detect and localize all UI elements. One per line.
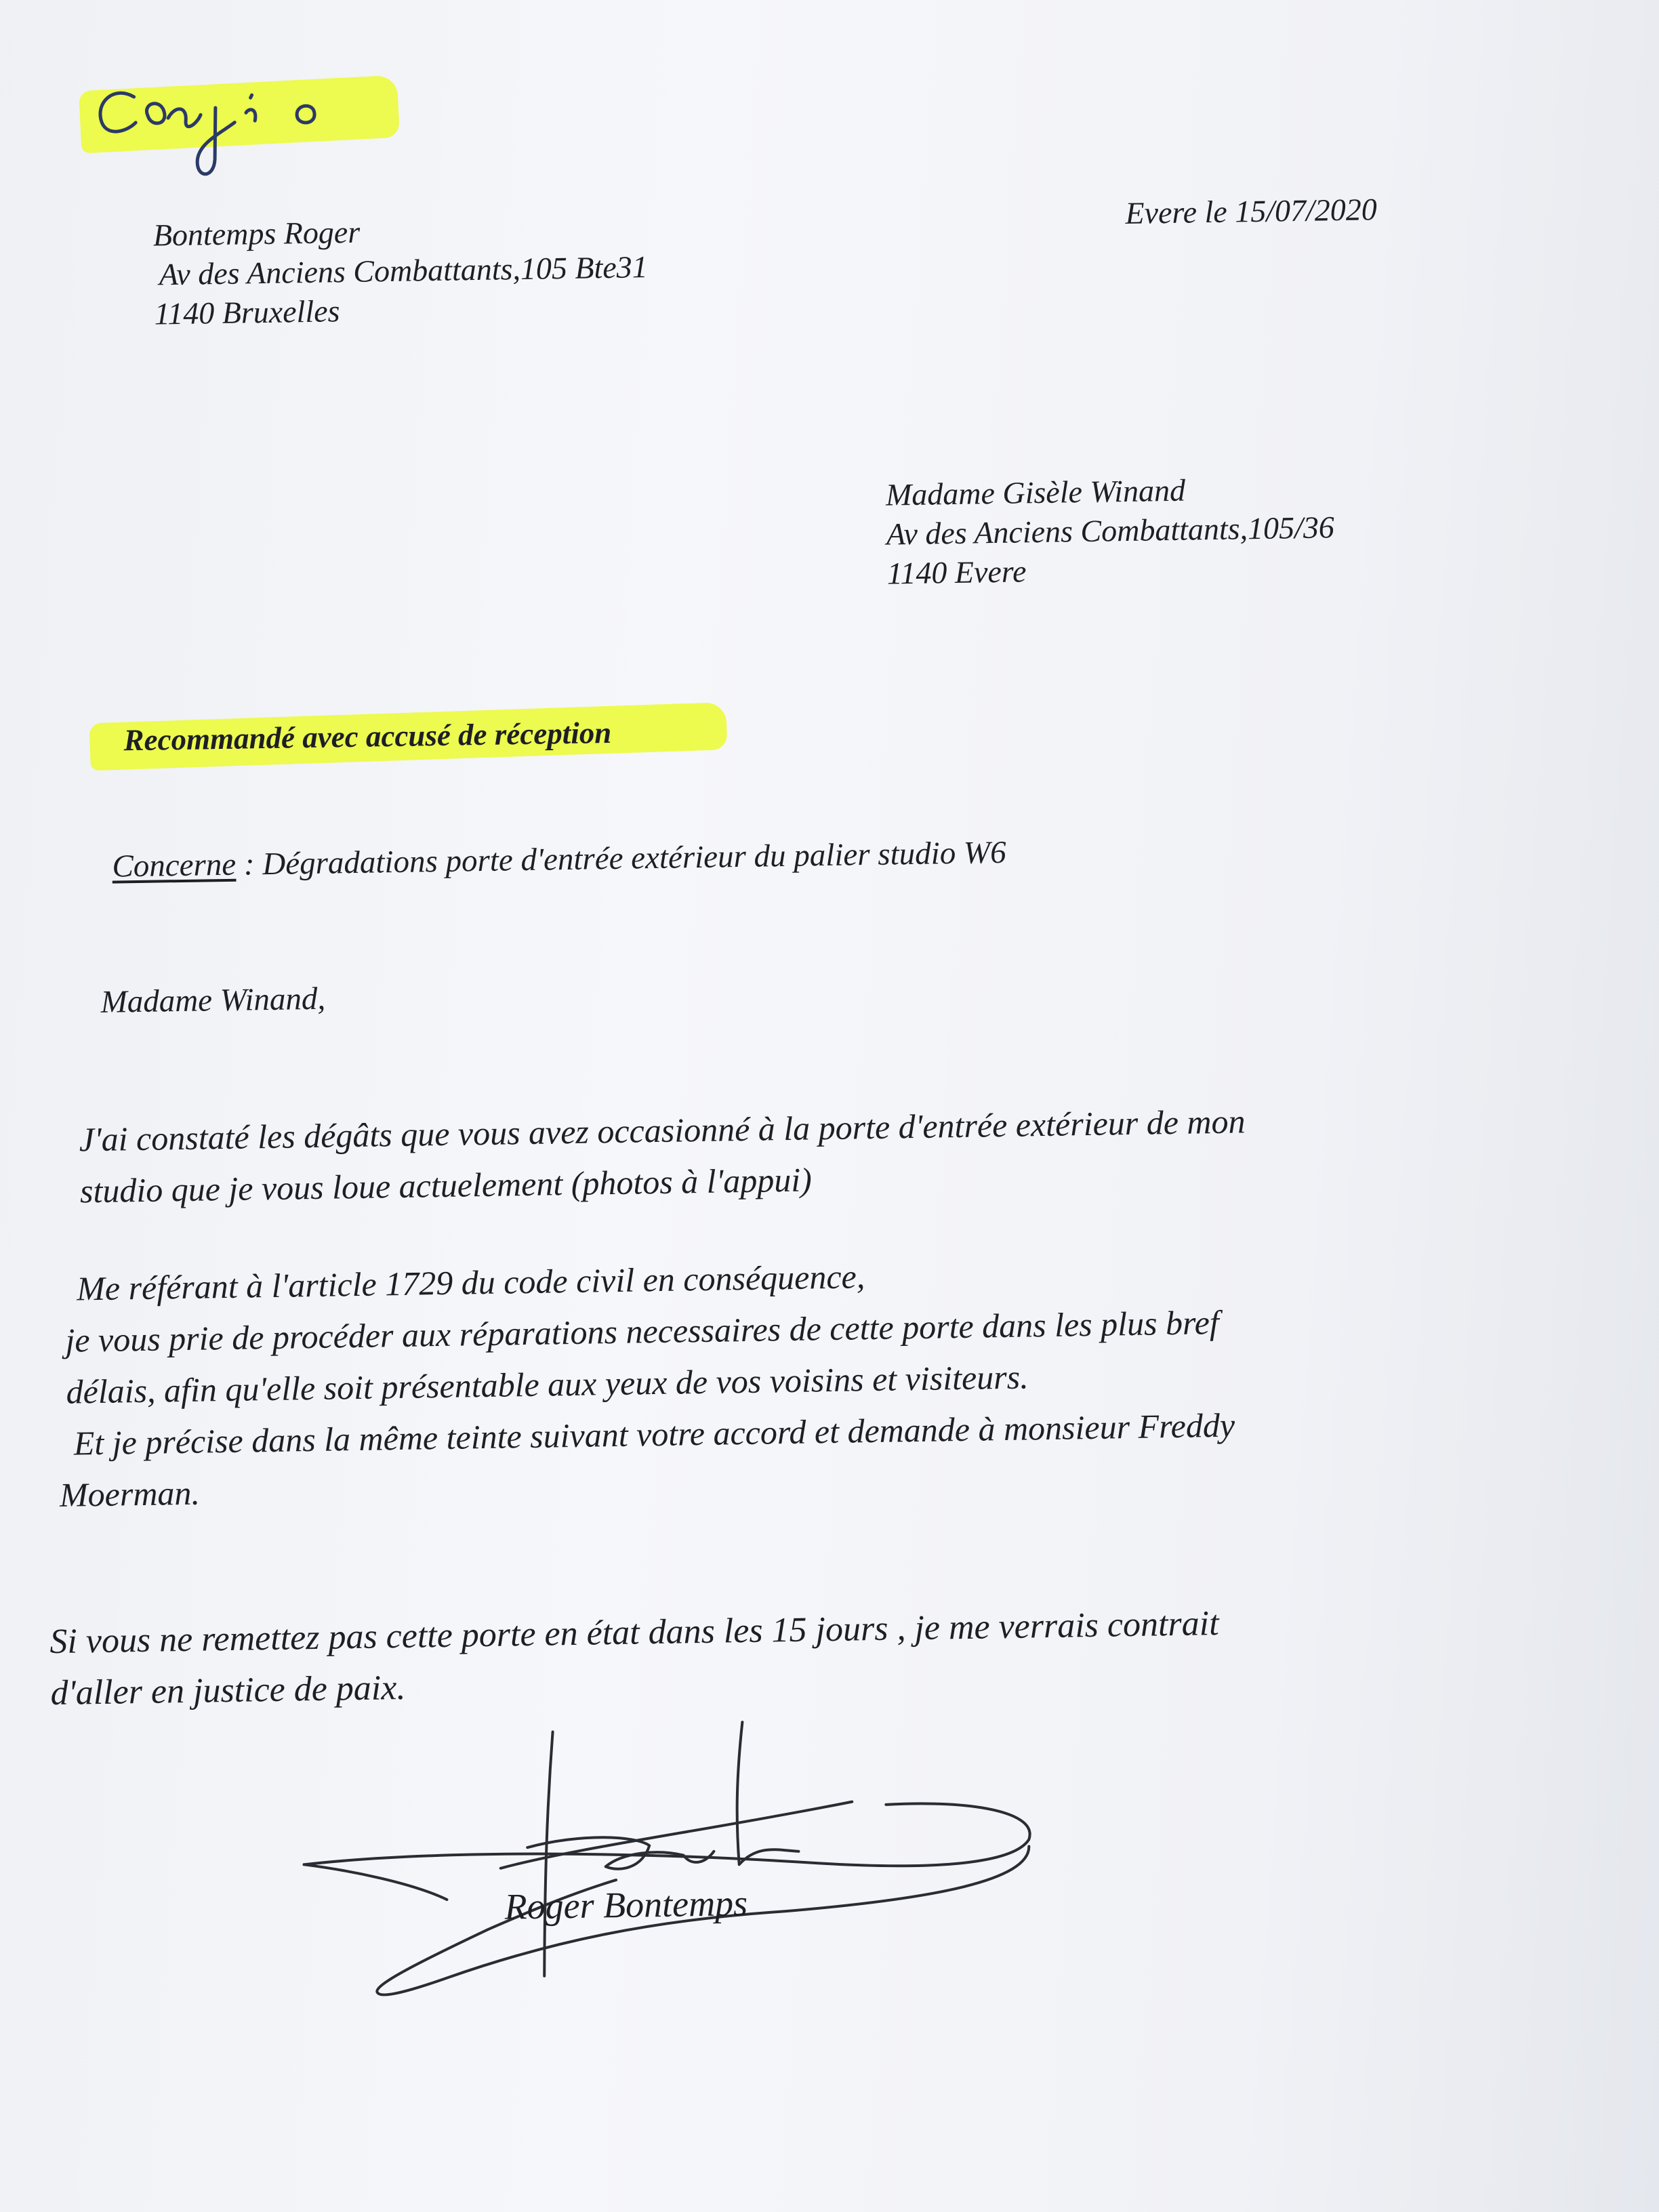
- signature-printed-name: Roger Bontemps: [504, 1883, 748, 1927]
- subject-separator: :: [235, 846, 263, 882]
- sender-street: Av des Anciens Combattants,105 Bte31: [159, 249, 649, 292]
- paragraph-line: je vous prie de procéder aux réparations necessaires de cette porte dans les plus bref: [64, 1303, 1220, 1359]
- sender-city: 1140 Bruxelles: [154, 293, 340, 331]
- paragraph-line: studio que je vous loue actuelement (photos à l'appui): [79, 1160, 813, 1210]
- paragraph-line: Me référant à l'article 1729 du code civil en conséquence,: [76, 1257, 865, 1308]
- paragraph-line: Si vous ne remettez pas cette porte en état dans les 15 jours , je me verrais contrait: [49, 1604, 1219, 1662]
- subject-label: Concerne: [112, 846, 237, 884]
- salutation: Madame Winand,: [100, 981, 326, 1020]
- registered-mail-notice: Recommandé avec accusé de réception: [123, 715, 612, 758]
- paragraph-line: Et je précise dans la même teinte suivant votre accord et demande à monsieur Freddy: [73, 1406, 1235, 1462]
- paragraph-line: Moerman.: [59, 1473, 201, 1514]
- paragraph-line: d'aller en justice de paix.: [50, 1668, 406, 1713]
- letter-date: Evere le 15/07/2020: [1125, 192, 1378, 230]
- recipient-street: Av des Anciens Combattants,105/36: [886, 510, 1335, 552]
- paragraph-line: J'ai constaté les dégâts que vous avez occasionné à la porte d'entrée extérieur de mon: [79, 1102, 1246, 1159]
- recipient-city: 1140 Evere: [886, 554, 1027, 591]
- recipient-name: Madame Gisèle Winand: [885, 472, 1186, 512]
- subject-text: Dégradations porte d'entrée extérieur du palier studio W6: [262, 834, 1007, 882]
- sender-name: Bontemps Roger: [152, 214, 361, 253]
- paragraph-line: délais, afin qu'elle soit présentable aux yeux de vos voisins et visiteurs.: [66, 1357, 1029, 1411]
